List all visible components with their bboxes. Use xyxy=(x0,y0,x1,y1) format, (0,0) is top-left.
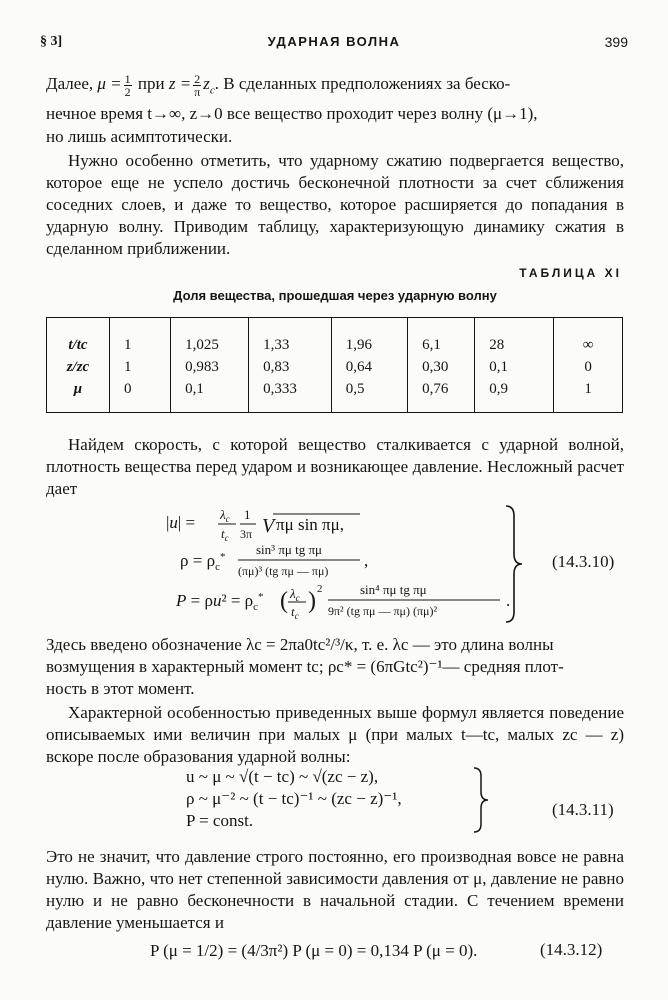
svg-text:1: 1 xyxy=(244,507,251,522)
eq1-right-brace xyxy=(500,504,530,624)
eq2-line-2: ρ ~ μ⁻² ~ (t − tc)⁻¹ ~ (zc − z)⁻¹, xyxy=(186,789,402,808)
fraction-two-over-pi: $\frac{2}{\pi}$ xyxy=(194,71,201,99)
paragraph-6: Это не значит, что давление строго постоянно, его производная вовсе не равна нулю. Важно, что нет степенной зависимости давления от μ, давление не равно нулю и не равно бесконечности в начальной стадии. С течением времени давление уменьшается и xyxy=(46,847,624,932)
paragraph-4-line-2: возмущения в характерный момент tc; ρc* = (6πGtc²)⁻¹— средняя плот- xyxy=(46,657,564,676)
svg-text:πμ sin πμ,: πμ sin πμ, xyxy=(276,515,344,534)
table-title: Доля вещества, прошедшая через ударную волну xyxy=(173,288,497,303)
svg-text:(πμ)³ (tg πμ — πμ): (πμ)³ (tg πμ — πμ) xyxy=(238,564,329,578)
paragraph-4-line-3: ность в этот момент. xyxy=(46,679,195,698)
table-cell: 0,30 xyxy=(408,356,475,378)
svg-text:(: ( xyxy=(280,588,288,614)
paragraph-4 xyxy=(46,634,624,700)
svg-text:tc: $t_c$ xyxy=(291,604,299,621)
section-marker: § 3] xyxy=(40,34,63,49)
running-title: УДАРНАЯ ВОЛНА xyxy=(267,34,401,49)
table-row xyxy=(47,356,623,378)
eq1-line-2: $\rho = \rho_c^*$ xyxy=(180,551,226,573)
table-cell: 0,9 xyxy=(475,378,554,413)
table-cell: 6,1 xyxy=(408,318,475,357)
equation-14-3-10 xyxy=(160,502,520,628)
table-cell: 28 xyxy=(475,318,554,357)
table-cell: ∞ xyxy=(554,318,623,357)
table-row xyxy=(47,378,623,413)
table-cell: 1,025 xyxy=(171,318,249,357)
paragraph-5: Характерной особенностью приведенных выше формул является поведение описываемых ими величин при малых μ (при малых t—tc, малых zc — z) вскоре после образования ударной волны: xyxy=(46,703,624,766)
paragraph-3: Найдем скорость, с которой вещество сталкивается с ударной волной, плотность вещества перед ударом и возникающее давление. Несложный расчет дает xyxy=(46,435,624,498)
table-row xyxy=(47,318,623,357)
svg-text:λc: $\lambda_c$ xyxy=(220,507,230,524)
svg-text:sin³ πμ tg πμ: sin³ πμ tg πμ xyxy=(256,542,322,557)
table-cell: 0,983 xyxy=(171,356,249,378)
svg-text:,: , xyxy=(364,551,369,570)
svg-text:): ) xyxy=(308,588,316,614)
table-cell: 1 xyxy=(554,378,623,413)
svg-text:V: V xyxy=(262,515,275,537)
table-cell: 1 xyxy=(109,356,170,378)
eq2-right-brace xyxy=(470,766,494,834)
table-cell: 0 xyxy=(109,378,170,413)
table-cell: 0,76 xyxy=(408,378,475,413)
table-cell: 0 xyxy=(554,356,623,378)
table-cell: 1,33 xyxy=(249,318,332,357)
eq2-line-1: u ~ μ ~ √(t − tc) ~ √(zc − z), xyxy=(186,767,379,786)
table-cell: 0,1 xyxy=(475,356,554,378)
table-row-header: μ xyxy=(47,378,110,413)
table-cell: 1 xyxy=(109,318,170,357)
equation-14-3-11 xyxy=(186,766,402,832)
paragraph-1-line-1: Далее, μ = $\frac{1}{2}$ при z = $\frac{2}{\pi}$ $z_c$. В сделанных предположениях за беско- xyxy=(46,71,511,99)
eq1-line-1: |u| = xyxy=(166,513,196,532)
paragraph-1-line-2: нечное время t→∞, z→0 все вещество проходит через волну (μ→1), xyxy=(46,104,538,124)
eq2-line-3: P = const. xyxy=(186,811,254,830)
table-cell: 0,1 xyxy=(171,378,249,413)
paragraph-1 xyxy=(46,72,624,148)
paragraph-2: Нужно особенно отметить, что ударному сжатию подвергается вещество, которое еще не успело достичь бесконечной плотности за счет сближения соседних слоев, и даже то вещество, которое расширяется до попадания в ударную волну. Приводим таблицу, характеризующую динамику сжатия в сделанном приближении. xyxy=(46,151,624,258)
svg-text:9π² (tg πμ — πμ) (πμ)²: 9π² (tg πμ — πμ) (πμ)² xyxy=(328,604,438,618)
paragraph-4-line-1: Здесь введено обозначение λc = 2πa0tc²/³/κ, т. е. λc — это длина волны xyxy=(46,635,554,654)
svg-text:3π: 3π xyxy=(240,527,253,541)
paragraph-1-line-3: но лишь асимптотически. xyxy=(46,127,233,147)
svg-text:tc: $t_c$ xyxy=(221,526,229,543)
equation-number-14-3-11: (14.3.11) xyxy=(552,800,614,819)
equation-number-14-3-10: (14.3.10) xyxy=(552,552,615,571)
table-caption: ТАБЛИЦА XI xyxy=(519,266,622,280)
table-cell: 0,83 xyxy=(249,356,332,378)
table-cell: 0,333 xyxy=(249,378,332,413)
running-header xyxy=(40,34,628,56)
equation-14-3-12: P (μ = 1/2) = (4/3π²) P (μ = 0) = 0,134 P (μ = 0). xyxy=(150,941,478,960)
table-cell: 0,5 xyxy=(331,378,407,413)
compression-table xyxy=(46,317,623,413)
page-number: 399 xyxy=(604,34,628,50)
equation-number-14-3-12: (14.3.12) xyxy=(540,940,603,959)
eq1-line-3: $P = \rho u^2 = \rho_c^*$ xyxy=(176,591,264,613)
svg-text:sin⁴ πμ tg πμ: sin⁴ πμ tg πμ xyxy=(360,582,427,597)
table-row-header: z/zc xyxy=(47,356,110,378)
table-cell: 0,64 xyxy=(331,356,407,378)
svg-text:2: 2 xyxy=(317,583,323,595)
fraction-one-half: $\frac{1}{2}$ xyxy=(124,71,131,99)
svg-text:λc: $\lambda_c$ xyxy=(290,586,300,603)
svg-text:.: . xyxy=(506,591,511,610)
table-cell: 1,96 xyxy=(331,318,407,357)
table-row-header: t/tc xyxy=(47,318,110,357)
